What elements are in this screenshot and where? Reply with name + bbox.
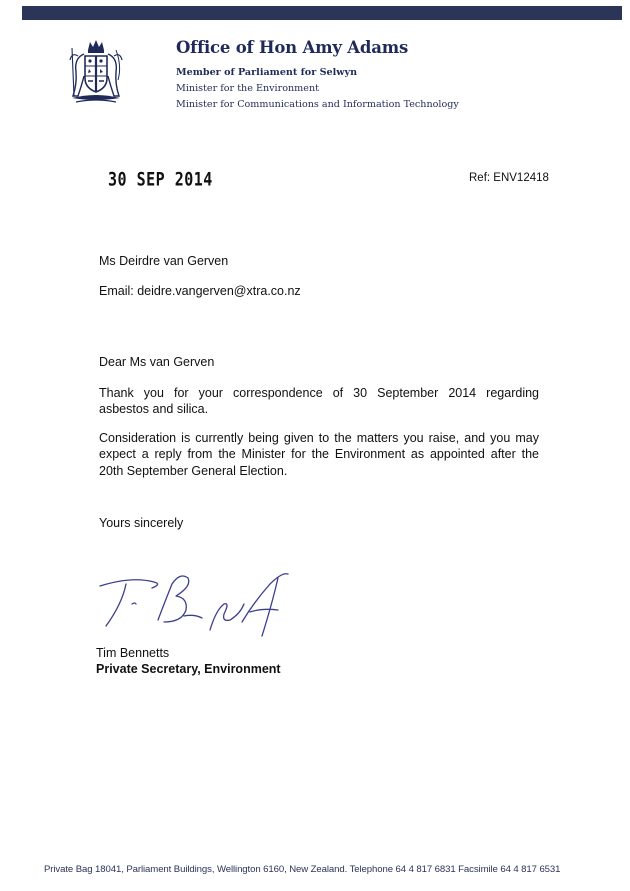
nz-coat-of-arms-icon [64,36,128,106]
salutation: Dear Ms van Gerven [99,355,215,369]
office-title: Office of Hon Amy Adams [176,38,409,57]
recipient-email: Email: deidre.vangerven@xtra.co.nz [99,284,301,298]
paragraph-1-line: Thank you for your correspondence of 30 September 2014 regarding [99,386,539,400]
paragraph-1 [99,385,539,418]
paragraph-1-line: asbestos and silica. [99,402,209,417]
mp-role-line: Member of Parliament for Selwyn [176,67,358,78]
paragraph-2-line: 20th September General Election. [99,463,288,478]
signer-title: Private Secretary, Environment [96,662,281,676]
footer-address: Private Bag 18041, Parliament Buildings, Wellington 6160, New Zealand. Telephone 64 4 817 6831 Facsimile 64 4 817 6531 [44,864,561,875]
paragraph-2-line: expect a reply from the Minister for the Environment as appointed after the [99,447,539,462]
minister-communications-line: Minister for Communications and Information Technology [176,99,459,110]
letterhead-top-bar [22,6,622,20]
signer-name: Tim Bennetts [96,646,170,660]
recipient-name: Ms Deirdre van Gerven [99,254,229,268]
date-stamp: 30 SEP 2014 [108,168,213,191]
reference-number: Ref: ENV12418 [469,172,549,184]
minister-environment-line: Minister for the Environment [176,83,319,94]
paragraph-2 [99,430,539,479]
closing: Yours sincerely [99,516,184,530]
paragraph-2-line: Consideration is currently being given to the matters you raise, and you may [99,431,539,445]
handwritten-signature [92,564,302,654]
